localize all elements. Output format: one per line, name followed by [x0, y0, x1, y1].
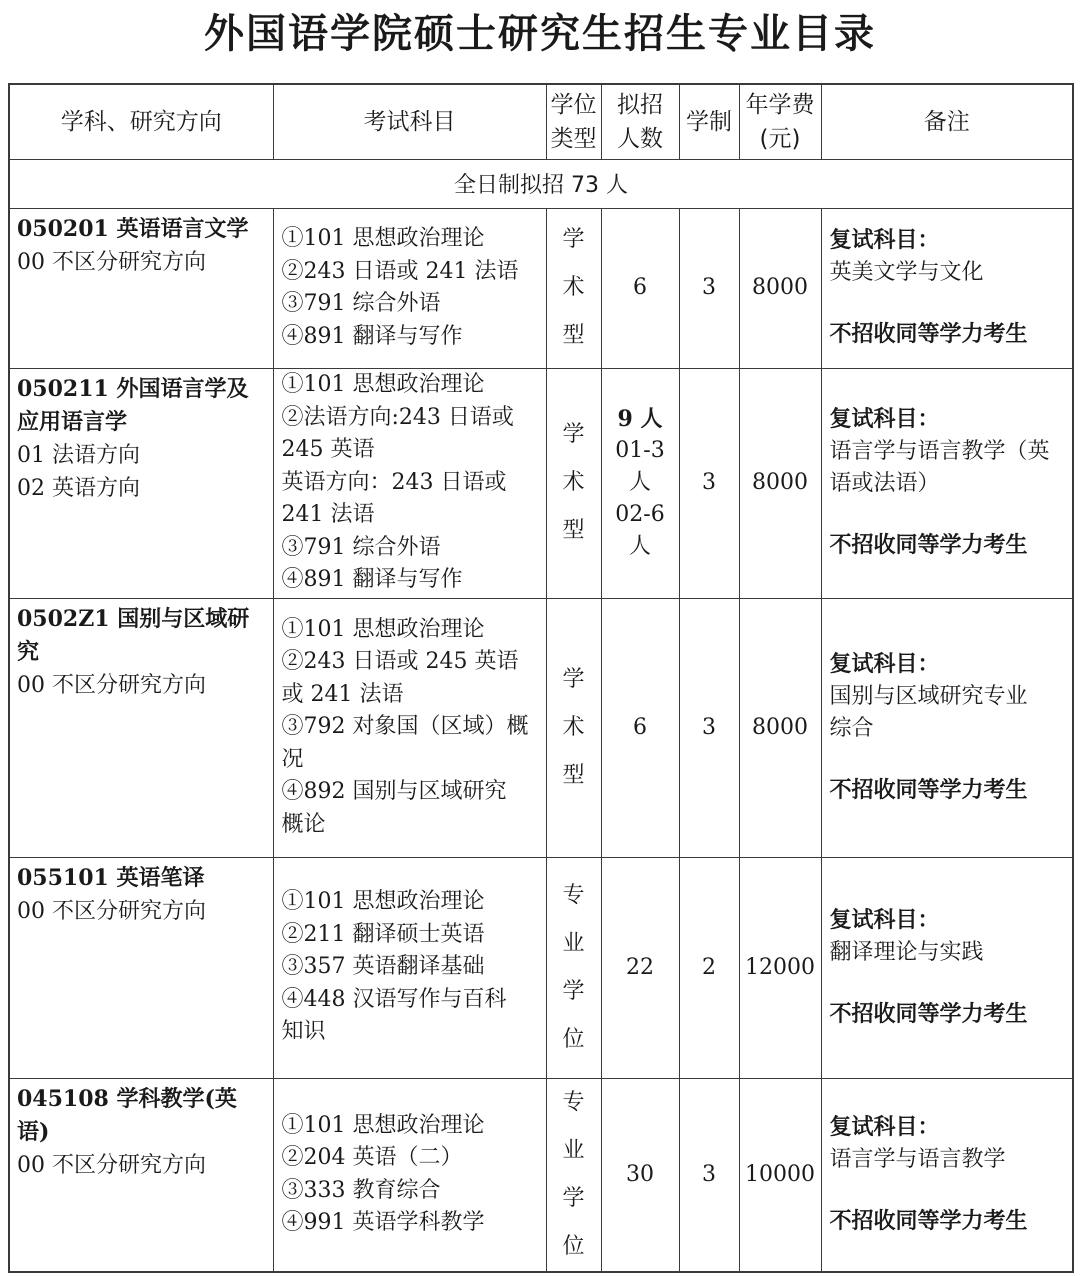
exam-subject: ①101 思想政治理论: [281, 616, 485, 642]
section-row: [9, 159, 1073, 208]
fee-cell: 8000: [739, 598, 821, 857]
note-cell: [821, 1078, 1073, 1272]
exam-subject: 241 法语: [281, 502, 375, 528]
duration-cell: 3: [679, 598, 739, 857]
exam-subject: 况: [281, 746, 304, 772]
retest-subject: 语或法语）: [829, 471, 940, 496]
equivalent-restriction: 不招收同等学力考生: [829, 533, 1028, 558]
degree-type-char: 型: [562, 762, 585, 788]
fee-cell: 8000: [739, 208, 821, 368]
table-row: [9, 598, 1073, 857]
exam-subjects-cell: [273, 368, 546, 598]
major-cell: [9, 368, 273, 598]
major-cell: [9, 1078, 273, 1272]
duration-cell: 3: [679, 208, 739, 368]
exam-subject: ④891 翻译与写作: [281, 323, 463, 349]
quota-cell: [601, 368, 679, 598]
exam-subject: ④991 英语学科教学: [281, 1210, 485, 1235]
equivalent-restriction: 不招收同等学力考生: [829, 1208, 1028, 1234]
degree-type-char: 学: [562, 1185, 585, 1211]
major-cell: [9, 598, 273, 857]
retest-subject: 翻译理论与实践: [829, 939, 984, 965]
note-cell: [821, 368, 1073, 598]
exam-subject: ③791 综合外语: [281, 291, 441, 316]
exam-subject: 概论: [281, 811, 326, 837]
research-direction: 00 不区分研究方向: [17, 249, 206, 275]
exam-subject: ②243 日语或 245 英语: [281, 649, 519, 675]
degree-type-char: 学: [562, 227, 585, 252]
note-cell: [821, 208, 1073, 368]
research-direction: 00 不区分研究方向: [17, 898, 206, 924]
retest-subject: 综合: [829, 715, 874, 741]
degree-type-cell: [546, 1078, 601, 1272]
equivalent-restriction: 不招收同等学力考生: [829, 322, 1028, 347]
header-row: [9, 84, 1073, 159]
quota-cell: [601, 208, 679, 368]
degree-type-char: 位: [562, 1026, 585, 1052]
research-direction: 01 法语方向: [17, 442, 140, 468]
exam-subject: ②204 英语（二）: [281, 1145, 463, 1170]
major-cell: [9, 208, 273, 368]
exam-subjects-cell: [273, 208, 546, 368]
exam-subject: ④448 汉语写作与百科: [281, 986, 507, 1012]
duration-cell: 3: [679, 1078, 739, 1272]
exam-subject: 英语方向：243 日语或: [281, 469, 507, 495]
research-direction: 00 不区分研究方向: [17, 1152, 206, 1178]
major-code: 045108 学科教学(英语): [17, 1085, 237, 1145]
degree-type-char: 型: [562, 323, 585, 348]
exam-subject: ③333 教育综合: [281, 1177, 441, 1203]
quota-value: 9 人: [617, 406, 663, 432]
duration-cell: 3: [679, 368, 739, 598]
equivalent-restriction: 不招收同等学力考生: [829, 1001, 1028, 1027]
header-major: 学科、研究方向: [9, 84, 273, 159]
retest-subject: 国别与区域研究专业: [829, 683, 1028, 709]
quota-value: 6: [633, 275, 647, 300]
quota-value: 01-3 人: [615, 438, 665, 495]
quota-value: 02-6 人: [615, 502, 665, 559]
degree-type-char: 业: [562, 930, 585, 956]
quota-value: 6: [633, 714, 647, 740]
degree-type-char: 术: [562, 275, 585, 300]
fee-cell: 12000: [739, 857, 821, 1078]
table-row: [9, 208, 1073, 368]
exam-subject: ②243 日语或 241 法语: [281, 258, 519, 284]
retest-label: 复试科目：: [829, 907, 940, 933]
exam-subjects-cell: [273, 598, 546, 857]
exam-subject: 245 英语: [281, 437, 375, 463]
retest-label: 复试科目：: [829, 407, 940, 432]
exam-subject: ①101 思想政治理论: [281, 372, 485, 398]
degree-type-cell: [546, 857, 601, 1078]
fee-cell: 10000: [739, 1078, 821, 1272]
exam-subject: ①101 思想政治理论: [281, 889, 485, 915]
degree-type-char: 专: [562, 1089, 585, 1115]
note-cell: [821, 598, 1073, 857]
exam-subjects-cell: [273, 1078, 546, 1272]
degree-type-char: 术: [562, 714, 585, 740]
research-direction: 00 不区分研究方向: [17, 672, 206, 698]
major-code: 0502Z1 国别与区域研究: [17, 605, 250, 665]
retest-label: 复试科目：: [829, 228, 940, 253]
fee-cell: 8000: [739, 368, 821, 598]
retest-label: 复试科目：: [829, 1114, 940, 1140]
retest-label: 复试科目：: [829, 651, 940, 677]
retest-subject: 语言学与语言教学（英: [829, 439, 1050, 464]
retest-subject: 语言学与语言教学: [829, 1146, 1006, 1172]
major-code: 055101 英语笔译: [17, 864, 205, 891]
exam-subject: ③792 对象国（区域）概: [281, 714, 529, 740]
major-code: 050211 外国语言学及应用语言学: [17, 375, 249, 435]
exam-subject: ④891 翻译与写作: [281, 567, 463, 593]
quota-value: 30: [626, 1161, 654, 1187]
major-cell: [9, 857, 273, 1078]
exam-subject: ②法语方向:243 日语或: [281, 404, 514, 430]
degree-type-char: 术: [562, 470, 585, 495]
quota-cell: [601, 857, 679, 1078]
table-row: [9, 857, 1073, 1078]
major-code: 050201 英语语言文学: [17, 215, 249, 242]
table-row: [9, 368, 1073, 598]
enrollment-catalog-table: [8, 83, 1074, 1273]
table-row: [9, 1078, 1073, 1272]
degree-type-cell: [546, 598, 601, 857]
degree-type-char: 位: [562, 1233, 585, 1259]
degree-type-cell: [546, 368, 601, 598]
exam-subject: ③357 英语翻译基础: [281, 954, 485, 980]
degree-type-cell: [546, 208, 601, 368]
quota-value: 22: [626, 954, 654, 980]
exam-subject: ①101 思想政治理论: [281, 226, 485, 251]
exam-subject: ②211 翻译硕士英语: [281, 921, 485, 947]
retest-subject: 英美文学与文化: [829, 260, 984, 285]
header-duration: 学制: [679, 84, 739, 159]
degree-type-char: 学: [562, 666, 585, 692]
equivalent-restriction: 不招收同等学力考生: [829, 777, 1028, 803]
quota-cell: [601, 1078, 679, 1272]
note-cell: [821, 857, 1073, 1078]
exam-subject: ③791 综合外语: [281, 534, 441, 560]
exam-subject: 或 241 法语: [281, 681, 404, 707]
degree-type-char: 型: [562, 518, 585, 543]
research-direction: 02 英语方向: [17, 475, 140, 501]
exam-subject: ①101 思想政治理论: [281, 1112, 485, 1138]
degree-type-char: 业: [562, 1137, 585, 1163]
exam-subject: ④892 国别与区域研究: [281, 779, 507, 805]
quota-cell: [601, 598, 679, 857]
degree-type-char: 学: [562, 422, 585, 447]
degree-type-char: 学: [562, 978, 585, 1004]
header-degree-type: 学位 类型: [546, 84, 601, 159]
header-exam: 考试科目: [273, 84, 546, 159]
header-note: 备注: [821, 84, 1073, 159]
header-quota: 拟招 人数: [601, 84, 679, 159]
section-label: 全日制拟招 73 人: [9, 159, 1073, 208]
degree-type-char: 专: [562, 882, 585, 908]
exam-subject: 知识: [281, 1019, 326, 1045]
page-title: 外国语学院硕士研究生招生专业目录: [204, 10, 876, 57]
header-fee: 年学费 (元): [739, 84, 821, 159]
exam-subjects-cell: [273, 857, 546, 1078]
duration-cell: 2: [679, 857, 739, 1078]
